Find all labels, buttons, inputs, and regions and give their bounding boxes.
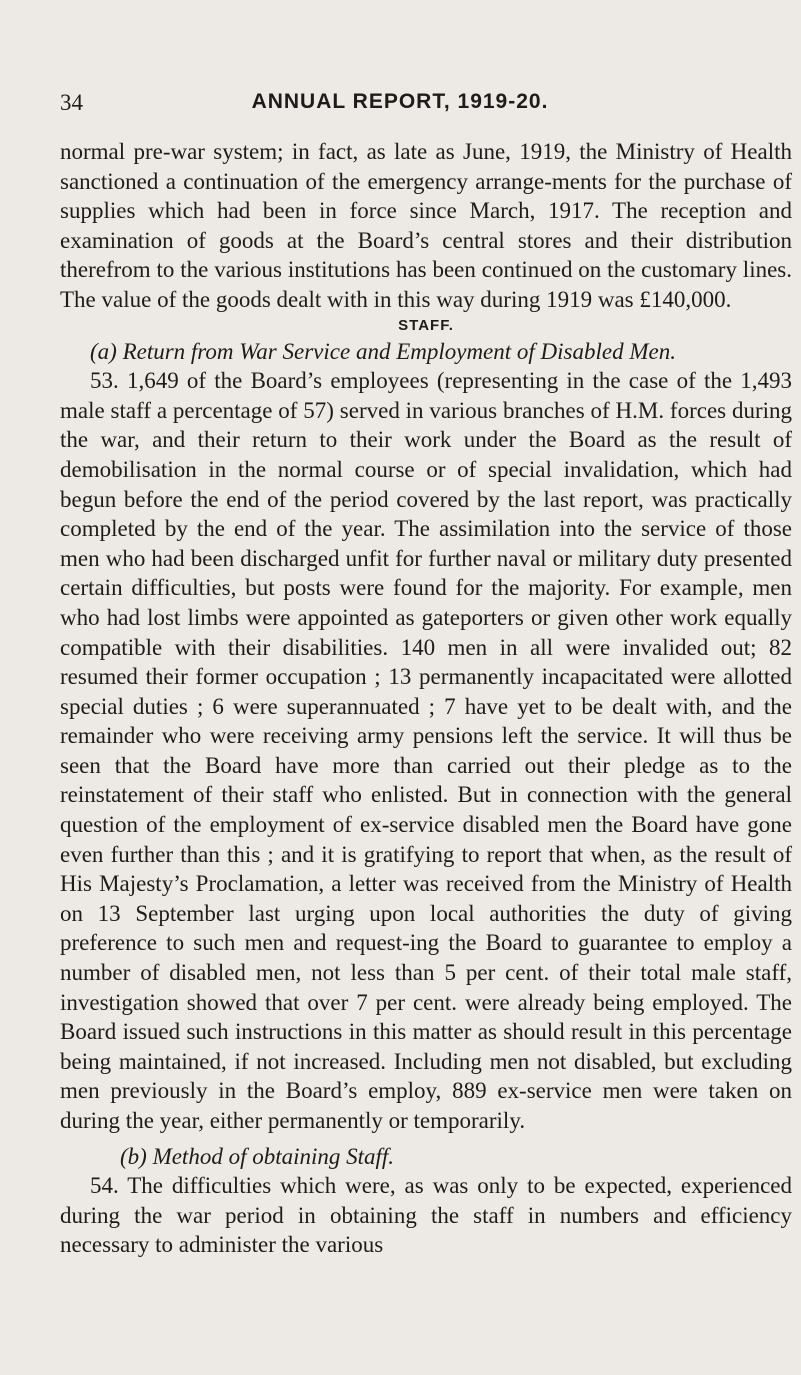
subheading-b: (b) Method of obtaining Staff.	[120, 1143, 395, 1169]
paragraph-intro: normal pre-war system; in fact, as late as June, 1919, the Ministry of Health sanctioned a continuation of the emergency arrange-ments for the purchase of supplies which had been in force since March, 1917. The reception and examination of goods at the Board’s central stores and their distribution therefrom to the various institutions has been continued on the customary lines. The value of the goods dealt with in this way during 1919 was £140,000.	[60, 139, 792, 312]
page-header	[60, 90, 740, 120]
running-title: ANNUAL REPORT, 1919-20.	[251, 90, 549, 113]
subheading-a: (a) Return from War Service and Employment of Disabled Men.	[90, 338, 676, 364]
paragraph-54: 54. The difficulties which were, as was only to be expected, experienced during the war period in obtaining the staff in numbers and efficiency necessary to administer the various	[60, 1173, 792, 1258]
body-text	[60, 137, 792, 1260]
page-number: 34	[60, 90, 83, 115]
paragraph-53: 53. 1,649 of the Board’s employees (representing in the case of the 1,493 male staff a percentage of 57) served in various branches of H.M. forces during the war, and their return to their work under the Board as the result of demobilisation in the normal course or of special invalidation, which had begun before the end of the period covered by the last report, was practically completed by the end of the year. The assimilation into the service of those men who had been discharged unfit for further naval or military duty presented certain difficulties, but posts were found for the majority. For example, men who had lost limbs were appointed as gateporters or given other work equally compatible with their disabilities. 140 men in all were invalided out; 82 resumed their former occupation ; 13 permanently incapacitated were allotted special duties ; 6 were superannuated ; 7 have yet to be dealt with, and the remainder who were receiving army pensions left the service. It will thus be seen that the Board have more than carried out their pledge as to the reinstatement of their staff who enlisted. But in connection with the general question of the employment of ex-service disabled men the Board have gone even further than this ; and it is gratifying to report that when, as the result of His Majesty’s Proclamation, a letter was received from the Ministry of Health on 13 September last urging upon local authorities the duty of giving preference to such men and request-ing the Board to guarantee to employ a number of disabled men, not less than 5 per cent. of their total male staff, investigation showed that over 7 per cent. were already being employed. The Board issued such instructions in this matter as should result in this percentage being maintained, if not increased. Including men not disabled, but excluding men previously in the Board’s employ, 889 ex-service men were taken on during the year, either permanently or temporarily.	[60, 368, 792, 1133]
section-heading-staff: STAFF.	[398, 316, 454, 334]
